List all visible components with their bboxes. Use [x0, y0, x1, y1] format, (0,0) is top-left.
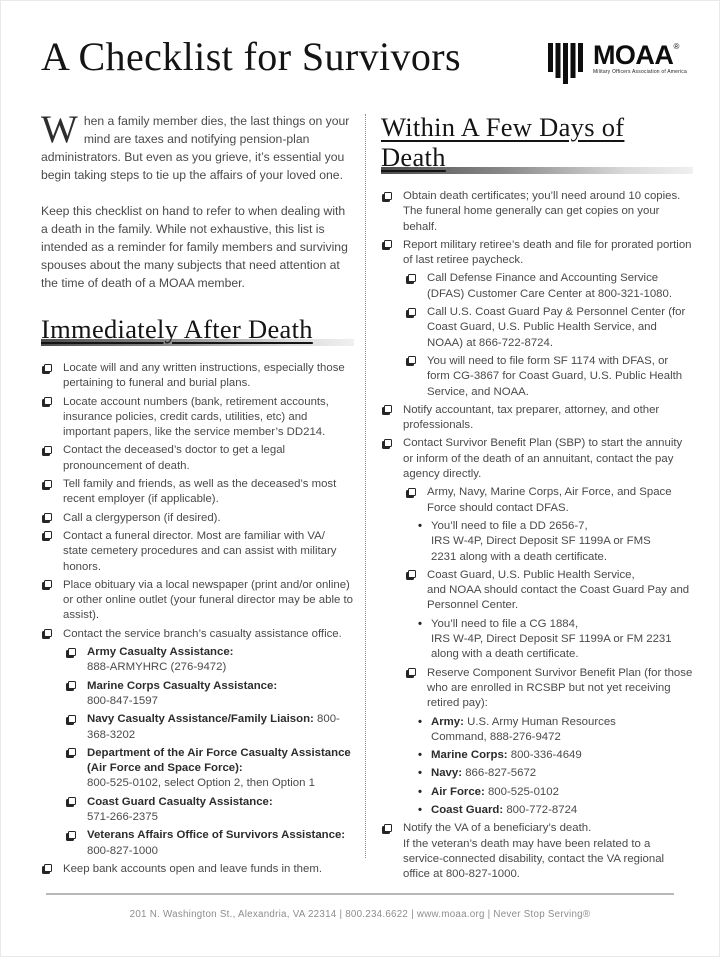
- item-text-bold: Navy Casualty Assistance/Family Liaison:: [87, 713, 314, 726]
- footer: [1, 893, 719, 920]
- item-text-segment: and NOAA should contact the Coast Guard Pay and Personnel Center.: [427, 584, 690, 612]
- item-text-segment: Locate account numbers (bank, retirement accounts, insurance policies, credit cards, utilities, etc) and important papers, like the service member’s DD214.: [63, 395, 329, 439]
- intro-paragraph-1-text: hen a family member dies, the last things on your mind are taxes and notifying pension-plan administrators. But even as you grieve, it’s essential you begin taking steps to tie up the affairs of your loved one.: [41, 114, 350, 182]
- item-text-segment: Notify the VA of a beneficiary’s death.: [403, 822, 592, 835]
- item-text-bold: Navy:: [431, 767, 463, 780]
- checkbox-icon: [408, 488, 416, 496]
- checklist-item: [381, 821, 693, 882]
- item-text-segment: Reserve Component Survivor Benefit Plan (for those who are enrolled in RCSBP but not yet receiving retired pay):: [427, 666, 693, 710]
- moaa-logo: [548, 42, 687, 86]
- checkbox-icon: [408, 274, 416, 282]
- checklist-item: [41, 511, 354, 526]
- right-column: [381, 112, 693, 885]
- checkbox-icon: [384, 240, 392, 248]
- checklist-item: [405, 271, 693, 302]
- checkbox-icon: [44, 446, 52, 454]
- item-text-segment: Contact the deceased’s doctor to get a legal pronouncement of death.: [63, 444, 286, 472]
- checklist-item: [381, 189, 693, 235]
- intro: [41, 108, 354, 292]
- item-text: [427, 354, 693, 400]
- item-text-bold: Department of the Air Force Casualty Assistance (Air Force and Space Force):: [87, 746, 351, 775]
- item-text: [431, 748, 582, 763]
- dropcap: W: [41, 108, 78, 151]
- item-text-segment: Command, 888-276-9472: [431, 730, 561, 743]
- item-text-segment: You will need to file form SF 1174 with DFAS, or form CG-3867 for Coast Guard, U.S. Public Health Service, and NOAA.: [427, 354, 683, 398]
- footer-divider: [46, 893, 674, 895]
- section-immediately-after-death: [41, 314, 354, 877]
- page-title: A Checklist for Survivors: [41, 34, 461, 79]
- item-text-segment: IRS W-4P, Direct Deposit SF 1199A or FM 2231 along with a death certificate.: [431, 633, 672, 661]
- intro-paragraph-1: [41, 108, 354, 184]
- item-text: [87, 746, 354, 792]
- checkbox-icon: [44, 864, 52, 872]
- item-text-bold: Army Casualty Assistance:: [87, 646, 234, 659]
- checkbox-icon: [408, 668, 416, 676]
- checklist-item: [41, 395, 354, 441]
- bullet-item: [418, 785, 693, 800]
- item-text-segment: 2231 along with a death certificate.: [431, 550, 608, 563]
- bullet-item: [418, 519, 693, 565]
- section-heading: Immediately After Death: [41, 314, 313, 344]
- checklist-item: [65, 645, 354, 676]
- item-text: [63, 443, 354, 474]
- item-text-segment: Call Defense Finance and Accounting Service (DFAS) Customer Care Center at 800-321-1080.: [427, 272, 673, 300]
- item-text-segment: 866-827-5672: [462, 767, 537, 780]
- checkbox-icon: [44, 531, 52, 539]
- item-text-segment: Tell family and friends, as well as the deceased’s most recent employer (if applicable).: [63, 478, 337, 506]
- item-text: [87, 828, 345, 859]
- item-text-segment: Contact a funeral director. Most are familiar with VA/: [63, 529, 325, 542]
- checklist-item: [65, 679, 354, 710]
- item-text-segment: 800-847-1597: [87, 694, 158, 707]
- checklist-item: [405, 354, 693, 400]
- bullet-item: [418, 803, 693, 818]
- checklist-item: [41, 361, 354, 392]
- item-text: [403, 403, 693, 434]
- item-text: [431, 617, 693, 663]
- item-text: [63, 361, 354, 392]
- item-text-segment: 800-827-1000: [87, 844, 158, 857]
- item-text-segment: Report military retiree’s death and file for prorated portion of last retiree paycheck.: [403, 238, 692, 267]
- item-text: [431, 803, 577, 818]
- checklist-item: [381, 403, 693, 434]
- item-text: [427, 271, 693, 302]
- item-text-segment: Locate will and any written instructions, especially those pertaining to funeral and burial plans.: [63, 362, 345, 390]
- item-text: [431, 715, 616, 746]
- bullet-icon: •: [418, 785, 422, 798]
- item-text: [63, 511, 221, 526]
- checklist: [381, 189, 693, 882]
- bullet-item: [418, 748, 693, 763]
- item-text-segment: U.S. Army Human Resources: [463, 715, 616, 728]
- bullet-item: [418, 766, 693, 781]
- item-text-segment: You’ll need to file a CG 1884,: [431, 617, 579, 630]
- checkbox-icon: [408, 356, 416, 364]
- checklist-item: [41, 862, 354, 877]
- checkbox-icon: [68, 831, 76, 839]
- item-text-bold: Army:: [431, 715, 464, 728]
- checkbox-icon: [68, 681, 76, 689]
- checkbox-icon: [44, 364, 52, 372]
- checklist-item: [405, 305, 693, 351]
- registered-mark: ®: [673, 42, 679, 51]
- item-text-bold: Coast Guard Casualty Assistance:: [87, 795, 273, 808]
- item-text-segment: Contact Survivor Benefit Plan (SBP) to start the annuity or inform of the death of an annuitant, contact the pay agency directly.: [403, 437, 683, 481]
- checkbox-icon: [44, 513, 52, 521]
- item-text: [63, 529, 354, 575]
- header: [1, 1, 719, 86]
- checklist-item: [405, 485, 693, 516]
- logo-wordmark: MOAA: [592, 40, 674, 70]
- item-text-segment: Coast Guard, U.S. Public Health Service,: [427, 568, 635, 581]
- bullet-icon: •: [418, 767, 422, 780]
- checkbox-icon: [68, 648, 76, 656]
- checkbox-icon: [44, 480, 52, 488]
- section-heading: Within A Few Days of Death: [381, 112, 625, 172]
- item-text: [427, 568, 693, 614]
- item-text-segment: Army, Navy, Marine Corps, Air Force, and Space Force should contact DFAS.: [427, 486, 672, 514]
- checklist-item: [41, 578, 354, 624]
- item-text: [63, 578, 354, 624]
- item-text: [427, 666, 693, 712]
- moaa-shield-icon: [548, 42, 588, 86]
- checklist: [41, 361, 354, 877]
- item-text-segment: 800-525-0102, select Option 2, then Option 1: [87, 777, 315, 790]
- item-text: [427, 485, 693, 516]
- logo-name: [593, 42, 687, 68]
- checklist-item: [381, 436, 693, 482]
- checkbox-icon: [384, 192, 392, 200]
- bullet-icon: •: [418, 617, 422, 630]
- checkbox-icon: [408, 308, 416, 316]
- checkbox-icon: [44, 629, 52, 637]
- item-text: [431, 519, 651, 565]
- item-text: [87, 645, 233, 676]
- item-text-bold: Air Force:: [431, 785, 485, 798]
- item-text-bold: Marine Corps:: [431, 749, 508, 762]
- item-text: [431, 785, 559, 800]
- checklist-item: [65, 795, 354, 826]
- item-text: [403, 189, 693, 235]
- item-text: [403, 436, 693, 482]
- item-text-segment: Obtain death certificates; you’ll need around 10 copies. The funeral home generally can get copies on your behalf.: [403, 190, 681, 233]
- item-text: [87, 712, 340, 743]
- checkbox-icon: [384, 824, 392, 832]
- checkbox-icon: [384, 405, 392, 413]
- bullet-icon: •: [418, 803, 422, 816]
- item-text-segment: 888-ARMYHRC (276-9472): [87, 661, 227, 674]
- bullet-icon: •: [418, 749, 422, 762]
- checklist-item: [65, 746, 354, 792]
- intro-paragraph-2: Keep this checklist on hand to refer to when dealing with a death in the family. While not exhaustive, this list is intended as a reminder for family members and surviving spouses about the many subjects that need attention at the time of death of a MOAA member.: [41, 204, 348, 290]
- item-text: [403, 821, 693, 882]
- checklist-item: [41, 627, 354, 642]
- column-divider: [365, 114, 366, 858]
- item-text-segment: Notify accountant, tax preparer, attorney, and other professionals.: [403, 403, 660, 432]
- section-within-a-few-days-of-death: [381, 112, 693, 882]
- item-text: [87, 795, 273, 826]
- item-text: [63, 862, 322, 877]
- logo-tagline: Military Officers Association of America: [592, 69, 687, 75]
- item-text-segment: 800-525-0102: [484, 785, 559, 798]
- checklist-item: [41, 443, 354, 474]
- item-text-bold: Coast Guard:: [431, 803, 504, 816]
- item-text: [63, 627, 342, 642]
- item-text-segment: 368-3202: [87, 728, 136, 741]
- checklist-item: [405, 666, 693, 712]
- item-text-segment: If the veteran’s death may have been related to a service-connected disability, contact the VA regional office at 800-827-1000.: [403, 837, 665, 881]
- item-text: [87, 679, 277, 710]
- item-text-segment: Call U.S. Coast Guard Pay & Personnel Center (for Coast Guard, U.S. Public Health Service, and NOAA) at 866-722-8724.: [427, 306, 686, 349]
- checkbox-icon: [44, 580, 52, 588]
- bullet-icon: •: [418, 519, 422, 532]
- item-text-segment: 800-336-4649: [507, 749, 582, 762]
- item-text-segment: IRS W-4P, Direct Deposit SF 1199A or FMS: [431, 535, 651, 548]
- item-text-segment: Keep bank accounts open and leave funds in them.: [63, 862, 323, 875]
- checkbox-icon: [384, 439, 392, 447]
- item-text: [63, 395, 354, 441]
- checklist-item: [41, 477, 354, 508]
- item-text-segment: 800-: [313, 713, 340, 726]
- bullet-item: [418, 715, 693, 746]
- checkbox-icon: [44, 397, 52, 405]
- checklist-item: [65, 828, 354, 859]
- item-text-segment: state cemetery procedures and can assist with military honors.: [63, 545, 337, 573]
- item-text: [63, 477, 354, 508]
- checklist-item: [381, 238, 693, 269]
- checkbox-icon: [408, 570, 416, 578]
- bullet-item: [418, 617, 693, 663]
- two-column-layout: [1, 108, 719, 885]
- item-text: [403, 238, 693, 269]
- item-text-segment: Place obituary via a local newspaper (print and/or online) or other online outlet (your funeral director may be able to assist).: [63, 578, 353, 622]
- item-text-segment: 800-772-8724: [503, 803, 578, 816]
- item-text-bold: Veterans Affairs Office of Survivors Assistance:: [87, 829, 346, 842]
- checklist-item: [405, 568, 693, 614]
- left-column: [41, 108, 354, 885]
- item-text-segment: Call a clergyperson (if desired).: [63, 511, 221, 524]
- item-text-bold: Marine Corps Casualty Assistance:: [87, 679, 278, 692]
- item-text: [427, 305, 693, 351]
- item-text-segment: Contact the service branch’s casualty assistance office.: [63, 627, 342, 640]
- checklist-item: [41, 529, 354, 575]
- item-text-segment: You’ll need to file a DD 2656-7,: [431, 519, 588, 532]
- checklist-item: [65, 712, 354, 743]
- checkbox-icon: [68, 797, 76, 805]
- item-text: [431, 766, 536, 781]
- logo-text: [593, 42, 687, 75]
- bullet-icon: •: [418, 715, 422, 728]
- checkbox-icon: [68, 715, 76, 723]
- checkbox-icon: [68, 748, 76, 756]
- item-text-segment: 571-266-2375: [87, 811, 158, 824]
- footer-text: 201 N. Washington St., Alexandria, VA 22314 | 800.234.6622 | www.moaa.org | Never Stop Serving®: [129, 909, 591, 920]
